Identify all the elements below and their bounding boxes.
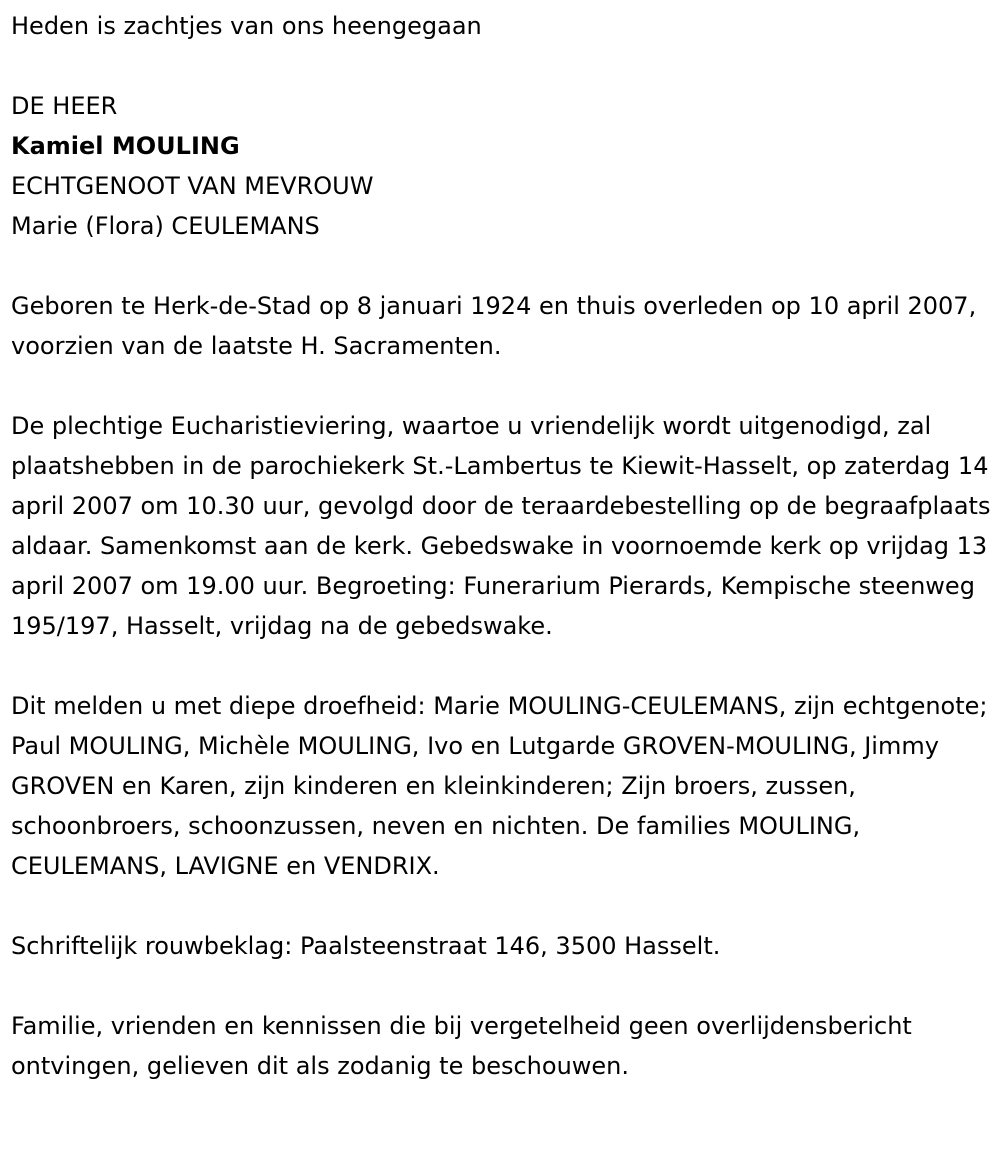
family-paragraph: Dit melden u met diepe droefheid: Marie MOULING-CEULEMANS, zijn echtgenote; Paul MOULING, Michèle MOULING, Ivo en Lutgarde GROVEN-MOULING, Jimmy GROVEN en Karen, zijn kinderen en kleinkinderen; Zijn broers, zussen, schoonbroers, schoonzussen, neven en nichten. De families MOULING, CEULEMANS, LAVIGNE en VENDRIX.	[11, 692, 988, 880]
closing-paragraph: Familie, vrienden en kennissen die bij vergetelheid geen overlijdensbericht ontvingen, gelieven dit als zodanig te beschouwen.	[11, 1012, 912, 1080]
ceremony-paragraph: De plechtige Eucharistieviering, waartoe u vriendelijk wordt uitgenodigd, zal plaatshebben in de parochiekerk St.-Lambertus te Kiewit-Hasselt, op zaterdag 14 april 2007 om 10.30 uur, gevolgd door de teraardebestelling op de begraafplaats aldaar. Samenkomst aan de kerk. Gebedswake in voornoemde kerk op vrijdag 13 april 2007 om 19.00 uur. Begroeting: Funerarium Pierards, Kempische steenweg 195/197, Hasselt, vrijdag na de gebedswake.	[11, 412, 991, 640]
spacer	[11, 966, 991, 1006]
spacer	[11, 886, 991, 926]
deceased-name: Kamiel MOULING	[11, 132, 240, 160]
obituary-notice	[11, 6, 991, 1086]
spacer	[11, 46, 991, 86]
condolence-address: Schriftelijk rouwbeklag: Paalsteenstraat 146, 3500 Hasselt.	[11, 932, 721, 960]
spacer	[11, 366, 991, 406]
spouse-label: ECHTGENOOT VAN MEVROUW	[11, 172, 374, 200]
spouse-name: Marie (Flora) CEULEMANS	[11, 212, 320, 240]
spacer	[11, 646, 991, 686]
intro-line: Heden is zachtjes van ons heengegaan	[11, 12, 482, 40]
spacer	[11, 246, 991, 286]
birth-death-paragraph: Geboren te Herk-de-Stad op 8 januari 1924 en thuis overleden op 10 april 2007, voorzien van de laatste H. Sacramenten.	[11, 292, 977, 360]
honorific-title: DE HEER	[11, 92, 118, 120]
